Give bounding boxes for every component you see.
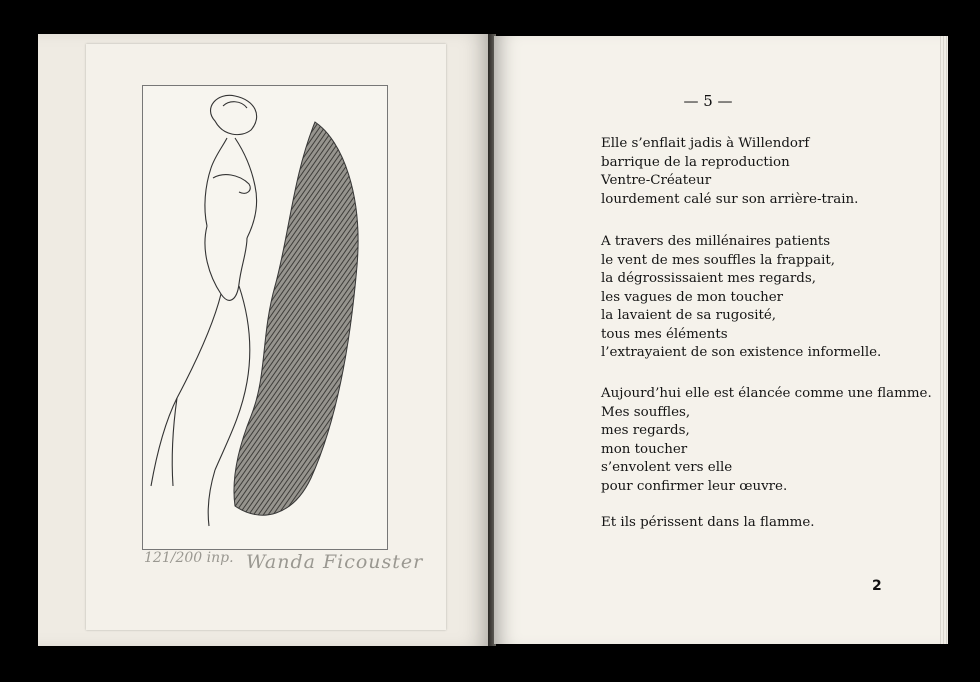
poem-line: les vagues de mon toucher	[601, 289, 784, 305]
poem-line: la dégrossissaient mes regards,	[601, 271, 817, 286]
poem-line: mes regards,	[601, 423, 690, 438]
poem-line: s’envolent vers elle	[601, 460, 733, 475]
stanza-1	[601, 135, 858, 209]
artist-signature: Wanda Ficouster	[246, 551, 424, 573]
poem-line: Ventre-Créateur	[601, 173, 712, 188]
etching-drawing	[143, 86, 387, 549]
edition-number: 121/200 inp.	[144, 550, 234, 566]
poem-line: tous mes éléments	[601, 326, 728, 342]
poem-line: A travers des millénaires patients	[601, 234, 831, 249]
stanza-4	[601, 514, 815, 533]
poem-line: pour confirmer leur œuvre.	[601, 478, 788, 494]
poem-line: Et ils périssent dans la flamme.	[601, 515, 815, 530]
poem-line: lourdement calé sur son arrière-train.	[601, 191, 859, 207]
poem-line: mon toucher	[601, 441, 688, 457]
stanza-2	[601, 233, 881, 363]
poem-line: le vent de mes souffles la frappait,	[601, 252, 836, 268]
poem-line: la lavaient de sa rugosité,	[601, 308, 777, 323]
section-number: — 5 —	[683, 92, 733, 110]
page-number: 2	[872, 578, 882, 594]
poem-line: barrique de la reproduction	[601, 154, 790, 170]
poem-line: Elle s’enflait jadis à Willendorf	[601, 136, 810, 151]
stanza-3	[601, 385, 932, 496]
poem-line: Mes souffles,	[601, 404, 691, 420]
etching-artwork	[142, 85, 388, 550]
poem-line: Aujourd’hui elle est élancée comme une flamme.	[601, 386, 932, 401]
page-edges	[940, 36, 948, 644]
poem-line: l’extrayaient de son existence informelle.	[601, 345, 882, 360]
